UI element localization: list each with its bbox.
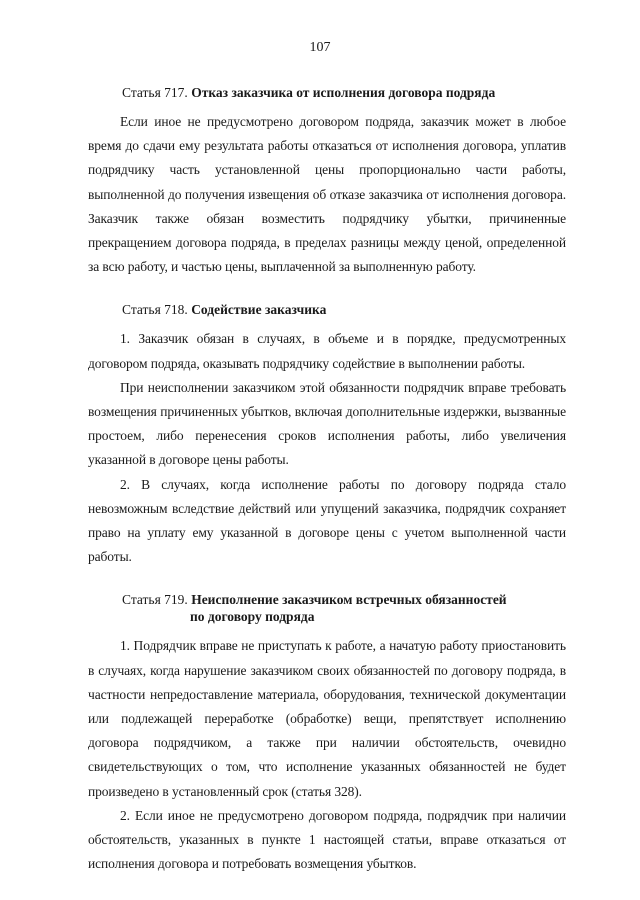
article-heading [122,84,566,101]
article-paragraph: 1. Заказчик обязан в случаях, в объеме и в порядке, предусмотренных договором подряда, оказывать подрядчику содействие в выполнении работы. [88,331,566,371]
document-body [88,84,566,898]
article-719 [88,591,566,876]
article-number: Статья 717. [122,85,188,100]
article-paragraph: 2. В случаях, когда исполнение работы по договору подряда стало невозможным вследствие действий или упущений заказчика, подрядчик сохраняет право на уплату ему указанной в договоре цены с учетом выполненной части работы. [88,476,566,565]
article-title: Неисполнение заказчиком встречных обязанностей [191,592,507,608]
article-paragraph: 2. Если иное не предусмотрено договором подряда, подрядчик при наличии обстоятельств, указанных в пункте 1 настоящей статьи, вправе отказаться от исполнения договора и потребовать возмещения убытков. [88,807,566,872]
article-paragraph: Если иное не предусмотрено договором подряда, заказчик может в любое время до сдачи ему результата работы отказаться от исполнения договора, уплатив подрядчику часть установленной цены пропорционально части работы, выполненной до получения извещения об отказе заказчика от исполнения договора. Заказчик также обязан возместить подрядчику убытки, причиненные прекращением договора подряда, в пределах разницы между ценой, определенной за всю работу, и частью цены, выплаченной за выполненную работу. [88,114,566,275]
article-number: Статья 719. [122,592,188,608]
page-number: 107 [309,40,331,55]
article-718 [88,301,566,569]
article-heading [122,591,566,625]
article-paragraph: 1. Подрядчик вправе не приступать к работе, а начатую работу приостановить в случаях, когда нарушение заказчиком своих обязанностей по договору подряда, в частности непредоставление материала, оборудования, технической документации или подлежащей переработке (обработке) вещи, препятствует исполнению договора подрядчиком, а также при наличии обстоятельств, очевидно свидетельствующих о том, что исполнение указанных обязанностей не будет произведено в установленный срок (статья 328). [88,638,566,799]
article-717 [88,84,566,279]
article-heading [122,301,566,318]
article-number: Статья 718. [122,302,188,318]
article-title-continuation: по договору подряда [190,609,315,625]
article-paragraph: При неисполнении заказчиком этой обязанности подрядчик вправе требовать возмещения причиненных убытков, включая дополнительные издержки, вызванные простоем, либо перенесения сроков исполнения работы, либо увеличения указанной в договоре цены работы. [88,379,566,468]
article-title: Содействие заказчика [191,302,327,318]
article-title: Отказ заказчика от исполнения договора подряда [191,85,496,100]
